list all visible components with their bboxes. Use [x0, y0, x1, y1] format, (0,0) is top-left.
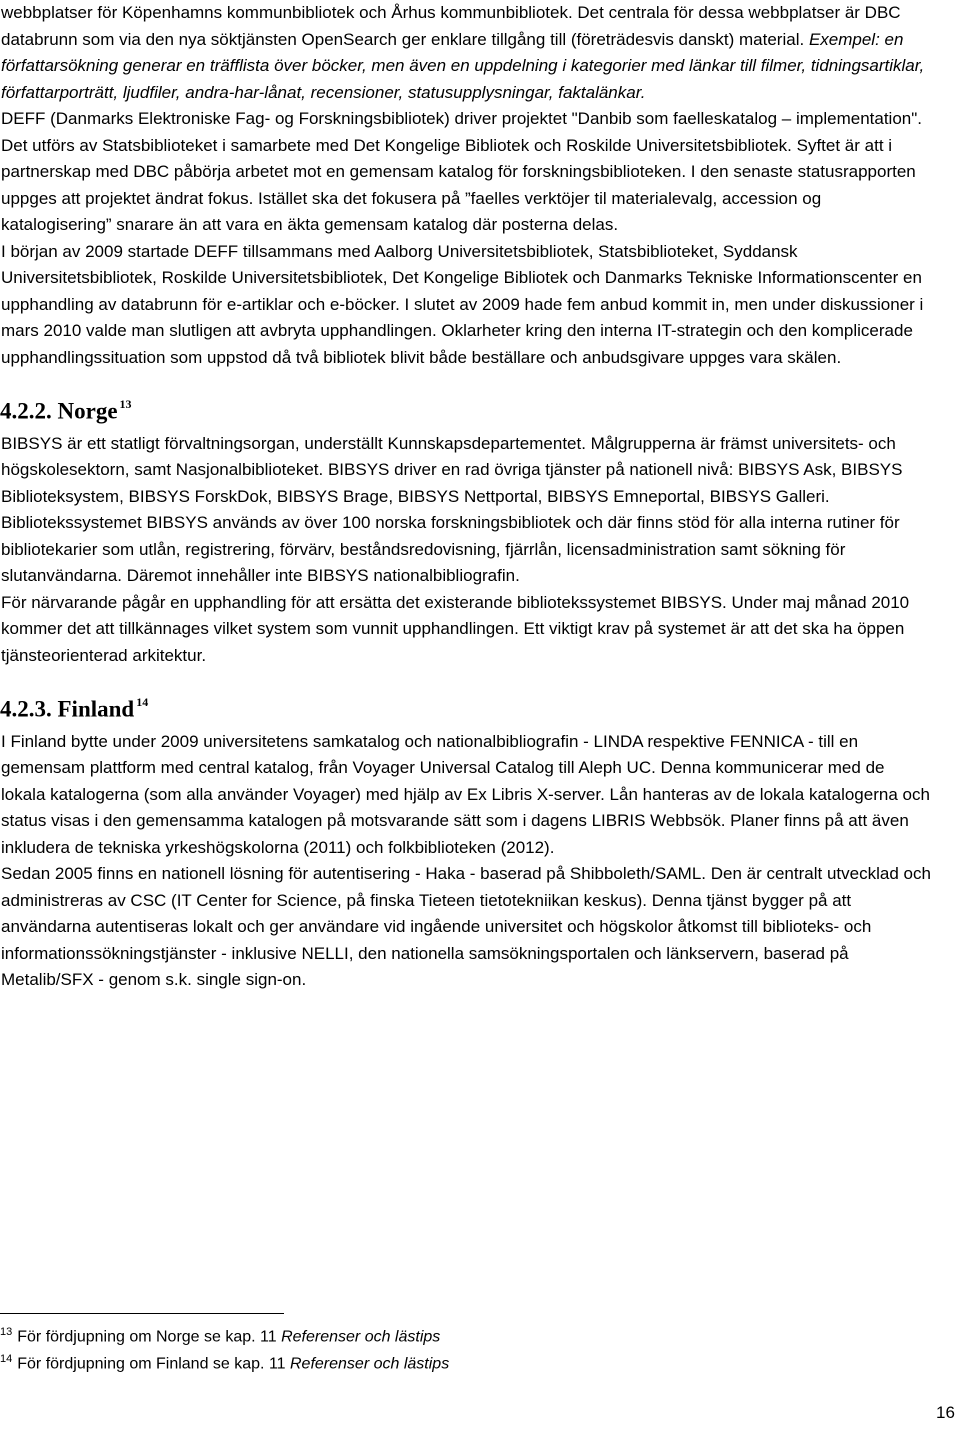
- heading-norge: [0, 391, 932, 427]
- footnote-number: 13: [0, 1326, 13, 1338]
- paragraph-bibsys-system: Bibliotekssystemet BIBSYS används av över 100 norska forskningsbibliotek och där finns stöd för alla interna rutiner för bibliotekarier som utlån, registrering, förvärv, beståndsredovisning, fjärrlån, licensadministration samt sökning för slutanvändarna. Däremot innehåller inte BIBSYS nationalbibliografin.: [1, 513, 900, 586]
- paragraph-finland-catalog: I Finland bytte under 2009 universitetens samkatalog och nationalbibliografin - LINDA respektive FENNICA - till en gemensam plattform med central katalog, från Voyager Universal Catalog till Aleph UC. Denna kommunicerar med de lokala katalogerna (som alla använder Voyager) med hjälp av Ex Libris X-server. Lån hanteras av de lokala katalogerna och status visas i den gemensamma katalogen på motsvarande sätt som i dagens LIBRIS Webbsök. Planer finns på att även inkludera de tekniska yrkeshögskolorna (2011) och folkbiblioteken (2012).: [1, 731, 930, 857]
- paragraph-copenhagen-example: Exempel: en författarsökning generar en träfflista över böcker, men även en uppdelning i kategorier med länkar till filmer, tidningsartiklar, författarporträtt, ljudfiler, andra-har-lånat, recensioner, statusupplysningar, faktalänkar.: [1, 29, 925, 102]
- heading-norge-text: 4.2.2. Norge: [0, 398, 118, 424]
- footnote-separator: [0, 1313, 284, 1314]
- heading-finland-text: 4.2.3. Finland: [0, 696, 135, 722]
- footnote-italic: Referenser och lästips: [290, 1355, 450, 1373]
- paragraph-copenhagen: [0, 0, 932, 106]
- footnotes: [0, 1321, 449, 1376]
- footnote-ref-14: 14: [136, 695, 149, 710]
- footnote-13: [0, 1321, 449, 1348]
- footnote-text: För fördjupning om Finland se kap. 11: [17, 1355, 290, 1373]
- heading-finland: [0, 689, 932, 725]
- paragraph-deff-procurement: I början av 2009 startade DEFF tillsammans med Aalborg Universitetsbibliotek, Statsbiblioteket, Syddansk Universitetsbibliotek, Roskilde Universitetsbibliotek, Det Kongelige Bibliotek och Danmarks Tekniske Informationscenter en upphandling av databrunn för e-artiklar och e-böcker. I slutet av 2009 hade fem anbud kommit in, men under diskussioner i mars 2010 valde man slutligen att avbryta upphandlingen. Oklarheter kring den interna IT-strategin och den komplicerade upphandlingssituation som uppstod då två bibliotek blivit både beställare och anbudsgivare uppges vara skälen.: [1, 241, 924, 367]
- paragraph-bibsys-intro: BIBSYS är ett statligt förvaltningsorgan, underställt Kunnskapsdepartementet. Målgrupperna är främst universitets- och högskolesektorn, samt Nasjonalbiblioteket. BIBSYS driver en rad övriga tjänster på nationell nivå: BIBSYS Ask, BIBSYS Biblioteksystem, BIBSYS ForskDok, BIBSYS Brage, BIBSYS Nettportal, BIBSYS Emneportal, BIBSYS Galleri.: [1, 433, 903, 506]
- footnote-14: [0, 1348, 449, 1375]
- paragraph-finland-haka: Sedan 2005 finns en nationell lösning för autentisering - Haka - baserad på Shibboleth/SAML. Den är centralt utvecklad och administreras av CSC (IT Center for Science, på finska Tieteen tietotekniikan keskus). Denna tjänst bygger på att användarna autentiseras lokalt och ger användare vid ingående universitet och högskolor åtkomst till biblioteks- och informationssökningstjänster - inklusive NELLI, den nationella samsökningsportalen och länkservern, baserad på Metalib/SFX - genom s.k. single sign-on.: [1, 864, 931, 990]
- paragraph-bibsys-procurement: För närvarande pågår en upphandling för att ersätta det existerande bibliotekssystemet BIBSYS. Under maj månad 2010 kommer det att tillkännages vilket system som vunnit upphandlingen. Ett viktigt krav på systemet är att det ska ha öppen tjänsteorienterad arkitektur.: [1, 592, 910, 665]
- footnote-ref-13: 13: [119, 397, 132, 411]
- page-number: 16: [936, 1403, 955, 1422]
- paragraph-deff-project: DEFF (Danmarks Elektroniske Fag- og Forskningsbibliotek) driver projektet "Danbib som faelleskatalog – implementation". Det utförs av Statsbiblioteket i samarbete med Det Kongelige Bibliotek och Roskilde Universitetsbibliotek. Syftet är att i partnerskap med DBC påbörja arbetet mot en gemensam katalog för forskningsbiblioteken. I den senaste statusrapporten uppges att projektet ändrat fokus. Istället ska det fokusera på ”faelles verktöjer til materialevalg, accession og katalogisering” snarare än att vara en äkta gemensam katalog där posterna delas.: [1, 109, 923, 234]
- footnote-italic: Referenser och lästips: [281, 1328, 441, 1346]
- footnote-text: För fördjupning om Norge se kap. 11: [17, 1328, 282, 1346]
- footnote-number: 14: [0, 1353, 13, 1366]
- paragraph-copenhagen-text: webbplatser för Köpenhamns kommunbibliotek och Århus kommunbibliotek. Det centrala för dessa webbplatser är DBC databrunn som via den nya söktjänsten OpenSearch ger enklare tillgång till (företrädesvis danskt) material.: [1, 3, 901, 49]
